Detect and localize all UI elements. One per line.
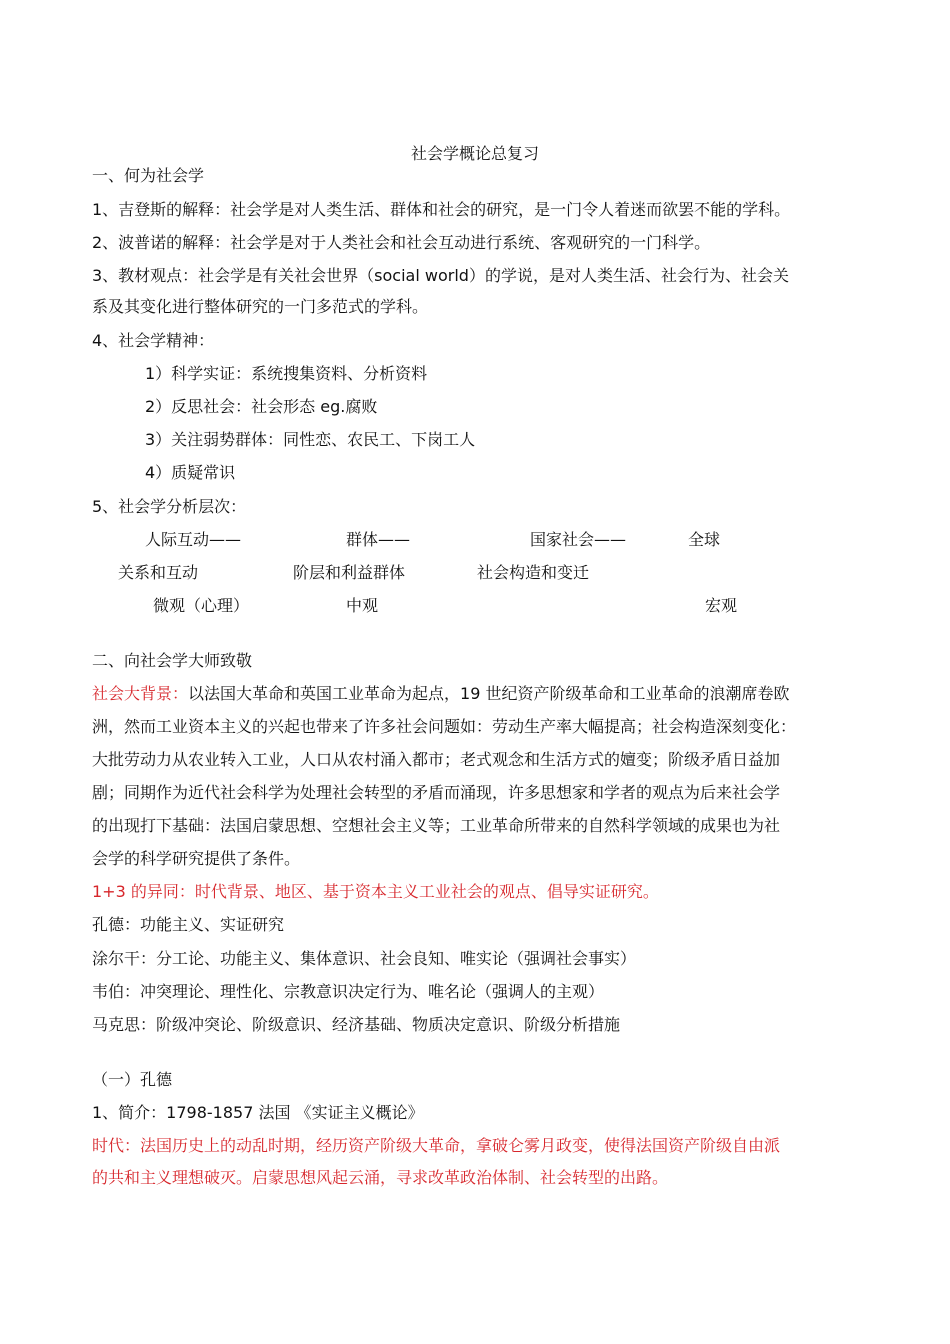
level-label: 国家社会—— <box>530 530 627 549</box>
background-line3: 大批劳动力从农业转入工业，人口从农村涌入都市；老式观念和生活方式的嬗变；阶级矛盾日益加 <box>92 750 781 769</box>
level-label: 全球 <box>688 530 721 549</box>
background-line6: 会学的科学研究提供了条件。 <box>92 849 301 868</box>
level-scale: 微观（心理） <box>153 596 250 615</box>
background-text: 以法国大革命和英国工业革命为起点，19 世纪资产阶级革命和工业革命的浪潮席卷欧 <box>188 684 790 703</box>
master-summary: 韦伯：冲突理论、理性化、宗教意识决定行为、唯名论（强调人的主观） <box>92 982 605 1001</box>
background-line5: 的出现打下基础：法国启蒙思想、空想社会主义等；工业革命所带来的自然科学领域的成果也为社 <box>92 816 781 835</box>
subsection-comte: （一）孔德 <box>92 1070 173 1089</box>
master-summary: 孔德：功能主义、实证研究 <box>92 915 285 934</box>
spirit-item: 4）质疑常识 <box>145 463 236 482</box>
comte-intro: 1、简介：1798-1857 法国 《实证主义概论》 <box>92 1103 424 1122</box>
background-line4: 剧；同期作为近代社会科学为处理社会转型的矛盾而涌现，许多思想家和学者的观点为后来社会学 <box>92 783 781 802</box>
spirit-item: 3）关注弱势群体：同性恋、农民工、下岗工人 <box>145 430 476 449</box>
sociology-spirit-heading: 4、社会学精神： <box>92 331 215 350</box>
definition-giddens: 1、吉登斯的解释：社会学是对人类生活、群体和社会的研究，是一门令人着迷而欲罢不能的学科。 <box>92 200 791 219</box>
level-desc: 阶层和利益群体 <box>293 563 406 582</box>
analysis-levels-heading: 5、社会学分析层次： <box>92 497 247 516</box>
section-heading-1: 一、何为社会学 <box>92 166 205 185</box>
level-label: 群体—— <box>346 530 411 549</box>
background-line2: 洲，然而工业资本主义的兴起也带来了许多社会问题如：劳动生产率大幅提高；社会构造深刻变化： <box>92 717 797 736</box>
level-scale: 宏观 <box>705 596 738 615</box>
comte-era-line1: 时代：法国历史上的动乱时期，经历资产阶级大革命，拿破仑雾月政变，使得法国资产阶级自由派 <box>92 1136 781 1155</box>
master-summary: 马克思：阶级冲突论、阶级意识、经济基础、物质决定意识、阶级分析措施 <box>92 1015 621 1034</box>
page-title: 社会学概论总复习 <box>410 144 539 163</box>
background-line1 <box>92 683 789 705</box>
comte-era-line2: 的共和主义理想破灭。启蒙思想风起云涌，寻求改革政治体制、社会转型的出路。 <box>92 1168 669 1187</box>
section-heading-2: 二、向社会学大师致敬 <box>92 651 253 670</box>
level-desc: 社会构造和变迁 <box>477 563 590 582</box>
level-desc: 关系和互动 <box>118 563 199 582</box>
background-label: 社会大背景： <box>92 684 189 703</box>
spirit-item: 1）科学实证：系统搜集资料、分析资料 <box>145 364 428 383</box>
definition-textbook-line2: 系及其变化进行整体研究的一门多范式的学科。 <box>92 297 429 316</box>
level-label: 人际互动—— <box>145 530 242 549</box>
spirit-item: 2）反思社会：社会形态 eg.腐败 <box>145 397 378 416</box>
definition-textbook-line1: 3、教材观点：社会学是有关社会世界（social world）的学说，是对人类生活、社会行为、社会关 <box>92 266 789 285</box>
level-scale: 中观 <box>346 596 379 615</box>
definition-popenoe: 2、波普诺的解释：社会学是对于人类社会和社会互动进行系统、客观研究的一门科学。 <box>92 233 711 252</box>
master-summary: 涂尔干：分工论、功能主义、集体意识、社会良知、唯实论（强调社会事实） <box>92 949 637 968</box>
comparison-note: 1+3 的异同：时代背景、地区、基于资本主义工业社会的观点、倡导实证研究。 <box>92 882 659 901</box>
